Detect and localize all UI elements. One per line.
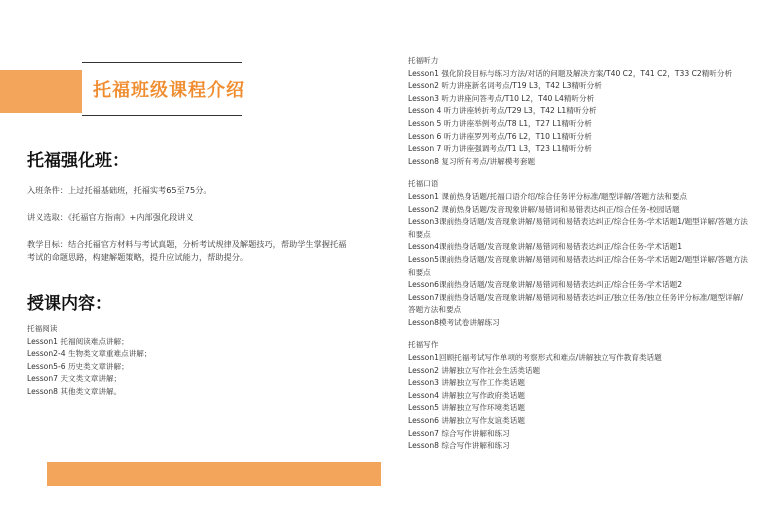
bottom-accent-bar	[47, 462, 381, 486]
list-item: Lesson8 其他类文章讲解。	[27, 386, 122, 396]
materials-text: 讲义选取：《托福官方指南》+内部强化段讲义	[27, 212, 194, 222]
goal-text: 教学目标：结合托福官方材料与考试真题，分析考试规律及解题技巧，帮助学生掌握托福考试的命题思路，构建解题策略，提升应试能力，帮助提分。	[27, 239, 347, 262]
speaking-label: 托福口语	[408, 179, 439, 189]
list-item: Lesson2 课前热身话题/发音现象讲解/易错词和易错表达纠正/综合任务-校园话题	[408, 204, 680, 214]
list-item: Lesson1 托福阅读难点讲解；	[27, 336, 129, 346]
list-item: Lesson1回顾托福考试写作单项的考察形式和难点/讲解独立写作教育类话题	[408, 353, 662, 363]
writing-label: 托福写作	[408, 340, 439, 350]
list-item: Lesson 7 听力讲座强调考点/T1 L3，T23 L1精听分析	[408, 144, 592, 154]
list-item: Lesson5-6 历史类文章讲解；	[27, 361, 129, 371]
list-item: Lesson 6 听力讲座罗列考点/T6 L2，T10 L1精听分析	[408, 131, 592, 141]
list-item: Lesson4 讲解独立写作政府类话题	[408, 390, 525, 400]
list-item: Lesson3 听力讲座问答考点/T10 L2，T40 L4精听分析	[408, 93, 595, 103]
list-item: Lesson8 综合写作讲解和练习	[408, 441, 510, 451]
list-item: Lesson2 听力讲座新名词考点/T19 L3，T42 L3精听分析	[408, 81, 602, 91]
right-column	[408, 55, 748, 453]
listening-label: 托福听力	[408, 56, 439, 65]
speaking-section	[408, 178, 748, 329]
content-heading: 授课内容：	[27, 294, 112, 314]
admission-text: 入班条件：上过托福基础班，托福实考65至75分。	[27, 185, 212, 195]
list-item: Lesson4课前热身话题/发音现象讲解/易错词和易错表达纠正/综合任务-学术话题1	[408, 242, 683, 252]
title-divider-top	[82, 62, 242, 63]
list-item: Lesson2 讲解独立写作社会生活类话题	[408, 365, 541, 375]
list-item: Lesson7 天文类文章讲解；	[27, 374, 122, 383]
reading-section	[27, 323, 152, 398]
reading-label: 托福阅读	[27, 324, 58, 333]
title-divider-bottom	[82, 115, 242, 116]
class-heading: 托福强化班：	[27, 151, 129, 171]
list-item: Lesson5课前热身话题/发音现象讲解/易错词和易错表达纠正/综合任务-学术话题2/题型详解/答题方法和要点	[408, 254, 748, 277]
list-item: Lesson8模考试卷讲解练习	[408, 317, 500, 327]
list-item: Lesson5 讲解独立写作环境类话题	[408, 403, 525, 413]
list-item: Lesson3课前热身话题/发音现象讲解/易错词和易错表达纠正/综合任务-学术话题1/题型详解/答题方法和要点	[408, 217, 748, 239]
list-item: Lesson2-4 生物类文章重难点讲解；	[27, 349, 152, 358]
list-item: Lesson7 综合写作讲解和练习	[408, 428, 510, 438]
list-item: Lesson7课前热身话题/发音现象讲解/易错词和易错表达纠正/独立任务/独立任务评分标准/题型详解/答题方法和要点	[408, 292, 743, 315]
writing-section	[408, 339, 748, 452]
listening-section	[408, 55, 748, 168]
list-item: Lesson1 强化阶段目标与练习方法/对话的问题及解决方案/T40 C2，T41 C2，T33 C2精听分析	[408, 68, 733, 78]
list-item: Lesson 5 听力讲座举例考点/T8 L1，T27 L1精听分析	[408, 118, 592, 128]
list-item: Lesson6 讲解独立写作友谊类话题	[408, 416, 525, 426]
document-title: 托福班级课程介绍	[93, 80, 245, 101]
list-item: Lesson8 复习所有考点/讲解模考套题	[408, 156, 536, 166]
list-item: Lesson1 课前热身话题/托福口语介绍/综合任务评分标准/题型详解/答题方法和要点	[408, 191, 688, 201]
list-item: Lesson6课前热身话题/发音现象讲解/易错词和易错表达纠正/综合任务-学术话题2	[408, 280, 683, 290]
list-item: Lesson 4 听力讲座转折考点/T29 L3，T42 L1精听分析	[408, 106, 597, 116]
title-accent-bar	[0, 70, 82, 113]
list-item: Lesson3 讲解独立写作工作类话题	[408, 378, 525, 388]
